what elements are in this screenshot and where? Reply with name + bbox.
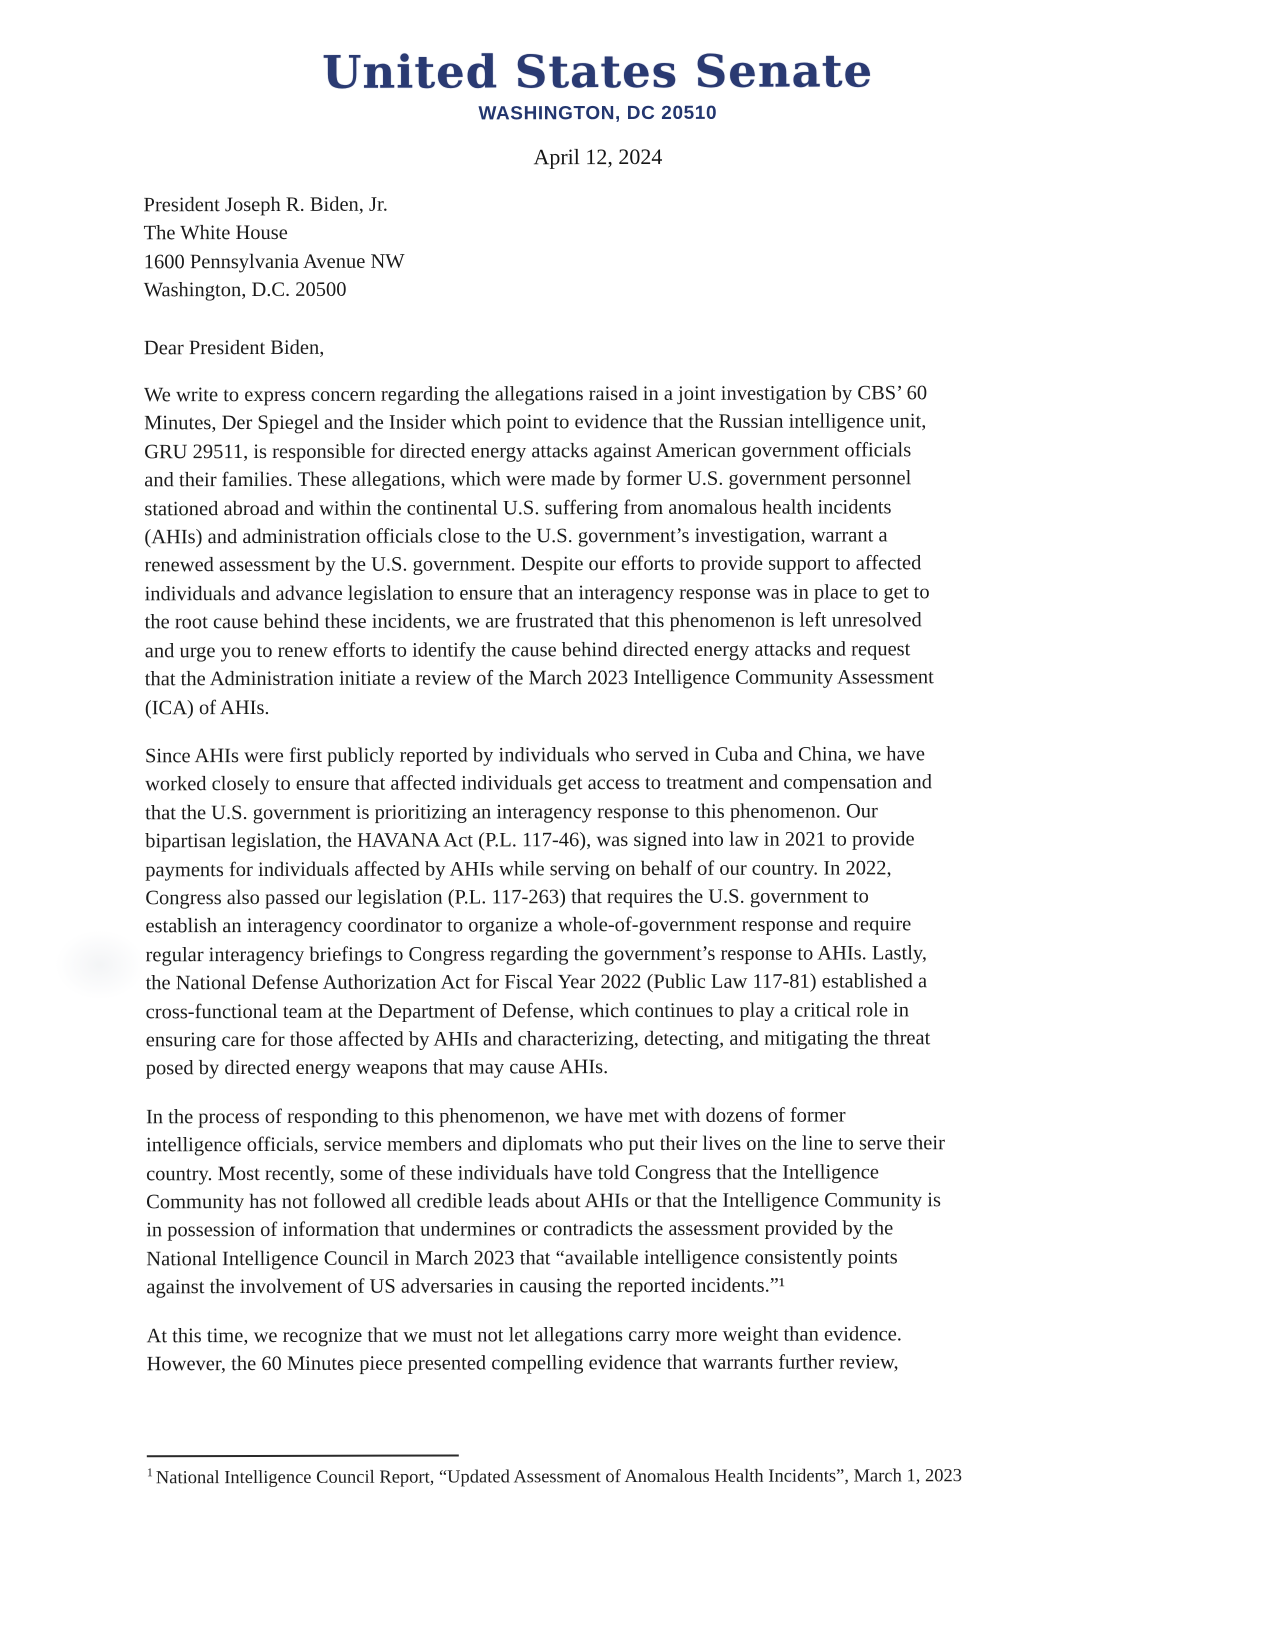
senate-letterhead-title: United States Senate [322, 44, 874, 99]
salutation: Dear President Biden, [143, 336, 325, 359]
paragraph-legislation-history: Since AHIs were first publicly reported by individuals who served in Cuba and China, we have worked closely to ensure that affected individuals get access to treatment and compensation and that the U.S. government is prioritizing an interagency response to this phenomenon. Our bipartisan legislation, the HAVANA Act (P.L. 117-46), was signed into law in 2021 to provide payments for individuals affected by AHIs while serving on behalf of our country. In 2022, Congress also passed our legislation (P.L. 117-263) that requires the U.S. government to establish an interagency coordinator to organize a whole-of-government response and require regular interagency briefings to Congress regarding the government’s response to AHIs. Lastly, the National Defense Authorization Act for Fiscal Year 2022 (Public Law 117-81) established a cross-functional team at the Department of Defense, which continues to play a critical role in ensuring care for those affected by AHIs and characterizing, detecting, and mitigating the threat posed by directed energy weapons that may cause AHIs. [144, 743, 932, 1080]
paragraph-intelligence-community: In the process of responding to this phenomenon, we have met with dozens of former intelligence officials, service members and diplomats who put their lives on the line to serve their country. Most recently, some of these individuals have told Congress that the Intelligence Community has not followed all credible leads about AHIs or that the Intelligence Community is in possession of information that undermines or contradicts the assessment provided by the National Intelligence Council in March 2023 that “available intelligence consistently points against the involvement of US adversaries in causing the reported incidents.”¹ [145, 1104, 945, 1299]
footnote-divider [147, 1455, 459, 1458]
senate-letterhead-address: WASHINGTON, DC 20510 [478, 102, 718, 125]
letterhead [0, 0, 1195, 172]
footnote-marker: 1 [146, 1465, 153, 1480]
letter-body [143, 189, 1096, 1491]
footnote-text: National Intelligence Council Report, “Updated Assessment of Anomalous Health Incidents”, March 1, 2023 [155, 1466, 963, 1489]
footnote [147, 1464, 1097, 1490]
recipient-address-block: President Joseph R. Biden, Jr. The White House 1600 Pennsylvania Avenue NW Washington, D.C. 20500 [143, 193, 405, 302]
letter-date: April 12, 2024 [533, 143, 663, 170]
paragraph-allegations: We write to express concern regarding the allegations raised in a joint investigation by CBS’ 60 Minutes, Der Spiegel and the Insider which point to evidence that the Russian intelligence unit, GRU 29511, is responsible for directed energy attacks against American government officials and their families. These allegations, which were made by former U.S. government personnel stationed abroad and within the continental U.S. suffering from anomalous health incidents (AHIs) and administration officials close to the U.S. government’s investigation, warrant a renewed assessment by the U.S. government. Despite our efforts to provide support to affected individuals and advance legislation to ensure that an interagency response was in place to get to the root cause behind these incidents, we are frustrated that this phenomenon is left unresolved and urge you to renew efforts to identify the cause behind directed energy attacks and request that the Administration initiate a review of the March 2023 Intelligence Community Assessment (ICA) of AHIs. [144, 382, 934, 719]
paragraph-evidence: At this time, we recognize that we must not let allegations carry more weight than evidence. However, the 60 Minutes piece presented compelling evidence that warrants further review, [146, 1322, 902, 1376]
